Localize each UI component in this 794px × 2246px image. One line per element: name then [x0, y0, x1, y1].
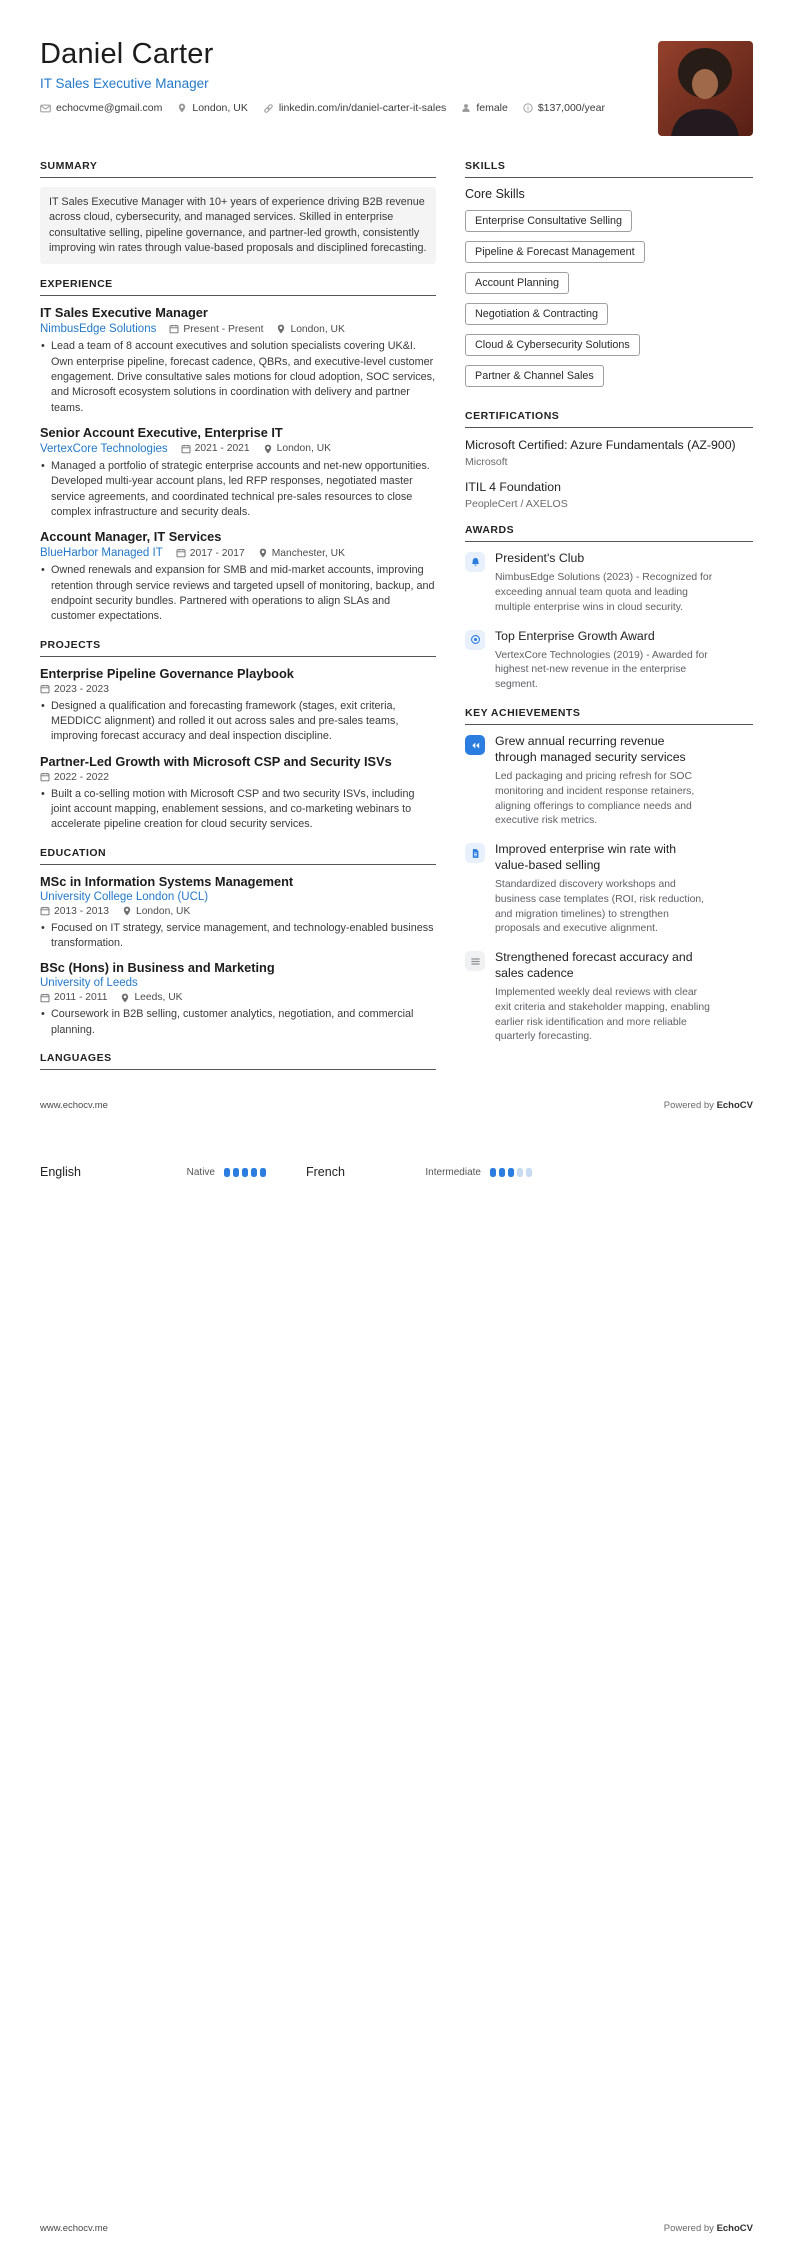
- target-icon: [465, 630, 485, 650]
- achievement-title: Improved enterprise win rate with value-based selling: [495, 842, 677, 873]
- project-dates: 2022 - 2022: [40, 772, 109, 783]
- summary-heading: SUMMARY: [40, 160, 436, 178]
- award-body: [495, 629, 713, 693]
- location-icon: [263, 444, 273, 454]
- certification-item: [465, 479, 753, 510]
- certification-item: [465, 437, 753, 468]
- skill-pill: Pipeline & Forecast Management: [465, 241, 645, 263]
- education-dates: 2013 - 2013: [40, 906, 109, 917]
- person-name: Daniel Carter: [40, 38, 214, 70]
- job-title: Account Manager, IT Services: [40, 529, 222, 545]
- job-meta: [40, 323, 436, 335]
- key-achievements-section: [465, 707, 753, 1045]
- certification-name: ITIL 4 Foundation: [465, 480, 561, 495]
- education-location: London, UK: [122, 906, 190, 917]
- right-column: [465, 160, 753, 1079]
- job-title: IT Sales Executive Manager: [40, 305, 208, 321]
- certification-issuer: PeopleCert / AXELOS: [465, 498, 568, 511]
- location-icon: [276, 324, 286, 334]
- language-level-label: Native: [186, 1166, 215, 1178]
- skill-pill: Account Planning: [465, 272, 569, 294]
- page-footer: [40, 2223, 753, 2234]
- job-bullet: • Owned renewals and expansion for SMB and mid-market accounts, improving retention through service reviews and targeted upsell of monitoring, backup, and endpoint security bundles. Partnered with operations to align SLAs and customer expectations.: [40, 563, 436, 624]
- project-meta: [40, 684, 436, 695]
- calendar-icon: [176, 548, 186, 558]
- achievement-body: [495, 734, 713, 829]
- language-name: English: [40, 1165, 81, 1179]
- location-icon: [120, 993, 130, 1003]
- award-title: President's Club: [495, 551, 585, 566]
- language-level-label: Intermediate: [425, 1166, 481, 1178]
- language-item: [306, 1165, 532, 1179]
- site-link[interactable]: www.echocv.me: [40, 1100, 108, 1111]
- award-title: Top Enterprise Growth Award: [495, 628, 655, 643]
- contact-email[interactable]: [40, 102, 162, 114]
- projects-section: [40, 639, 436, 833]
- experience-heading: EXPERIENCE: [40, 278, 436, 296]
- summary-text: IT Sales Executive Manager with 10+ years of experience driving B2B revenue across cloud, cybersecurity, and managed services. Skilled in enterprise consultative selling, pipeline governance, and partner-led growth, consistently improving win rates through value-based proposals and disciplined forecasting.: [40, 187, 436, 264]
- education-bullet: • Focused on IT strategy, service management, and technology-enabled business transformation.: [40, 921, 436, 952]
- job-meta: [40, 547, 436, 559]
- key-achievements-heading: KEY ACHIEVEMENTS: [465, 707, 753, 725]
- award-description: VertexCore Technologies (2019) - Awarded for highest net-new revenue in the enterprise segment.: [495, 649, 708, 691]
- achievement-title: Strengthened forecast accuracy and sales cadence: [495, 950, 693, 981]
- calendar-icon: [40, 906, 50, 916]
- degree-title: MSc in Information Systems Management: [40, 873, 294, 889]
- certifications-section: [465, 410, 753, 510]
- rewind-icon: [465, 735, 485, 755]
- achievement-item: [465, 734, 753, 829]
- job-title: Senior Account Executive, Enterprise IT: [40, 424, 283, 440]
- education-location: Leeds, UK: [120, 992, 182, 1003]
- contact-salary: [523, 102, 605, 114]
- project-bullet: • Designed a qualification and forecasting framework (stages, exit criteria, MEDDICC alignment) and rolled it out across sales and pre-sales teams, improving forecast accuracy and deal inspection discipline.: [40, 699, 436, 745]
- left-column: [40, 160, 436, 1079]
- award-item: [465, 551, 753, 615]
- powered-by: Powered by EchoCV: [663, 1100, 753, 1111]
- skill-pill: Cloud & Cybersecurity Solutions: [465, 334, 640, 356]
- profile-photo: [658, 41, 753, 136]
- project-bullet: • Built a co-selling motion with Microsoft CSP and two security ISVs, including joint account mapping, enablement sessions, and co-marketing webinars to accelerate pipeline creation for cloud security services.: [40, 787, 436, 833]
- education-dates: 2011 - 2011: [40, 992, 107, 1003]
- company-name: NimbusEdge Solutions: [40, 323, 157, 336]
- achievement-item: [465, 842, 753, 937]
- school-name: University College London (UCL): [40, 890, 209, 903]
- contact-salary-text: $137,000/year: [537, 102, 605, 114]
- company-name: VertexCore Technologies: [40, 442, 168, 455]
- contact-email-text: echocvme@gmail.com: [56, 102, 163, 114]
- languages-list: [40, 1165, 753, 1179]
- project-title: Partner-Led Growth with Microsoft CSP and Security ISVs: [40, 753, 392, 769]
- info-icon: [523, 103, 533, 113]
- skill-pill: Partner & Channel Sales: [465, 365, 604, 387]
- job-location: Manchester, UK: [258, 548, 345, 559]
- job-dates: 2017 - 2017: [176, 548, 245, 559]
- contact-row: [40, 102, 605, 114]
- education-bullet: • Coursework in B2B selling, customer analytics, negotiation, and commercial planning.: [40, 1007, 436, 1038]
- brand-name: EchoCV: [716, 2223, 753, 2234]
- skills-list: [465, 210, 753, 396]
- project-meta: [40, 772, 436, 783]
- calendar-icon: [40, 684, 50, 694]
- education-item: [40, 960, 436, 1038]
- skill-pill: Enterprise Consultative Selling: [465, 210, 632, 232]
- language-name: French: [306, 1165, 345, 1179]
- job-meta: [40, 443, 436, 455]
- award-body: [495, 551, 713, 615]
- achievement-item: [465, 950, 753, 1045]
- link-icon: [263, 103, 274, 114]
- document-icon: [465, 843, 485, 863]
- contact-gender: [461, 102, 508, 114]
- language-proficiency-meter: [490, 1168, 532, 1177]
- certifications-heading: CERTIFICATIONS: [465, 410, 753, 428]
- school-name: University of Leeds: [40, 977, 138, 990]
- project-dates: 2023 - 2023: [40, 684, 109, 695]
- job-location: London, UK: [263, 443, 331, 454]
- job-bullet: • Managed a portfolio of strategic enterprise accounts and net-new opportunities. Developed multi-year account plans, led RFP responses, negotiated master service agreements, and coordinated technical pre-sales resources to close complex infrastructure and security deals.: [40, 459, 436, 520]
- location-icon: [177, 103, 187, 113]
- calendar-icon: [40, 993, 50, 1003]
- person-headline: IT Sales Executive Manager: [40, 76, 209, 91]
- projects-heading: PROJECTS: [40, 639, 436, 657]
- project-item: [40, 666, 436, 745]
- email-icon: [40, 103, 51, 114]
- education-section: [40, 847, 436, 1038]
- achievement-description: Led packaging and pricing refresh for SOC monitoring and incident response retainers, aligning offerings to compliance needs and executive risk metrics.: [495, 770, 695, 827]
- skills-heading: SKILLS: [465, 160, 753, 178]
- project-title: Enterprise Pipeline Governance Playbook: [40, 665, 294, 681]
- calendar-icon: [169, 324, 179, 334]
- header-text: [40, 36, 605, 114]
- education-meta: [40, 906, 436, 917]
- person-icon: [461, 103, 471, 113]
- experience-section: [40, 278, 436, 624]
- contact-location-text: London, UK: [192, 102, 248, 114]
- awards-heading: AWARDS: [465, 524, 753, 542]
- skills-section: [465, 160, 753, 396]
- achievement-description: Standardized discovery workshops and business case templates (ROI, risk reduction, and migration timelines) to strengthen proposals and executive alignment.: [495, 879, 705, 935]
- job-dates: Present - Present: [169, 324, 263, 335]
- achievement-body: [495, 842, 713, 937]
- resume-header: [40, 36, 753, 136]
- experience-item: [40, 529, 436, 624]
- summary-section: [40, 160, 436, 264]
- awards-section: [465, 524, 753, 693]
- language-proficiency-meter: [224, 1168, 266, 1177]
- job-dates: 2021 - 2021: [181, 443, 250, 454]
- bell-icon: [465, 552, 485, 572]
- contact-location: [177, 102, 247, 114]
- contact-gender-text: female: [476, 102, 508, 114]
- job-bullet: • Lead a team of 8 account executives and solution specialists covering UK&I. Own enterprise pipeline, forecast cadence, QBRs, and executive-level customer engagement. Drive consultative sales motions for cloud adoption, SOC services, and Microsoft ecosystem solutions in coordination with delivery and partner teams.: [40, 339, 436, 416]
- project-item: [40, 754, 436, 833]
- degree-title: BSc (Hons) in Business and Marketing: [40, 960, 275, 976]
- two-column-layout: [40, 160, 753, 1079]
- powered-by: Powered by EchoCV: [663, 2223, 753, 2234]
- experience-item: [40, 425, 436, 520]
- list-icon: [465, 951, 485, 971]
- skill-pill: Negotiation & Contracting: [465, 303, 608, 325]
- achievement-title: Grew annual recurring revenue through managed security services: [495, 734, 686, 764]
- location-icon: [122, 906, 132, 916]
- achievement-body: [495, 950, 713, 1045]
- experience-item: [40, 305, 436, 416]
- achievement-description: Implemented weekly deal reviews with clear exit criteria and stakeholder mapping, enabling earlier risk identification and more reliable quarterly forecasting.: [495, 987, 710, 1043]
- contact-linkedin[interactable]: [263, 102, 446, 114]
- award-item: [465, 629, 753, 693]
- language-item: [40, 1165, 266, 1179]
- brand-name: EchoCV: [716, 1100, 753, 1111]
- company-name: BlueHarbor Managed IT: [40, 547, 163, 560]
- location-icon: [258, 548, 268, 558]
- award-description: NimbusEdge Solutions (2023) - Recognized for exceeding annual team quota and leading multiple enterprise wins in cloud security.: [495, 572, 713, 613]
- site-link[interactable]: www.echocv.me: [40, 2223, 108, 2234]
- page-footer: [40, 1100, 753, 1111]
- certification-issuer: Microsoft: [465, 456, 508, 469]
- education-heading: EDUCATION: [40, 847, 436, 865]
- calendar-icon: [181, 444, 191, 454]
- languages-heading: LANGUAGES: [40, 1052, 436, 1070]
- skills-group-label: Core Skills: [465, 187, 525, 201]
- calendar-icon: [40, 772, 50, 782]
- education-item: [40, 874, 436, 952]
- resume-page-2: [0, 1123, 794, 2246]
- certification-name: Microsoft Certified: Azure Fundamentals (AZ-900): [465, 438, 736, 452]
- contact-linkedin-text: linkedin.com/in/daniel-carter-it-sales: [278, 102, 447, 114]
- job-location: London, UK: [276, 324, 344, 335]
- education-meta: [40, 992, 436, 1003]
